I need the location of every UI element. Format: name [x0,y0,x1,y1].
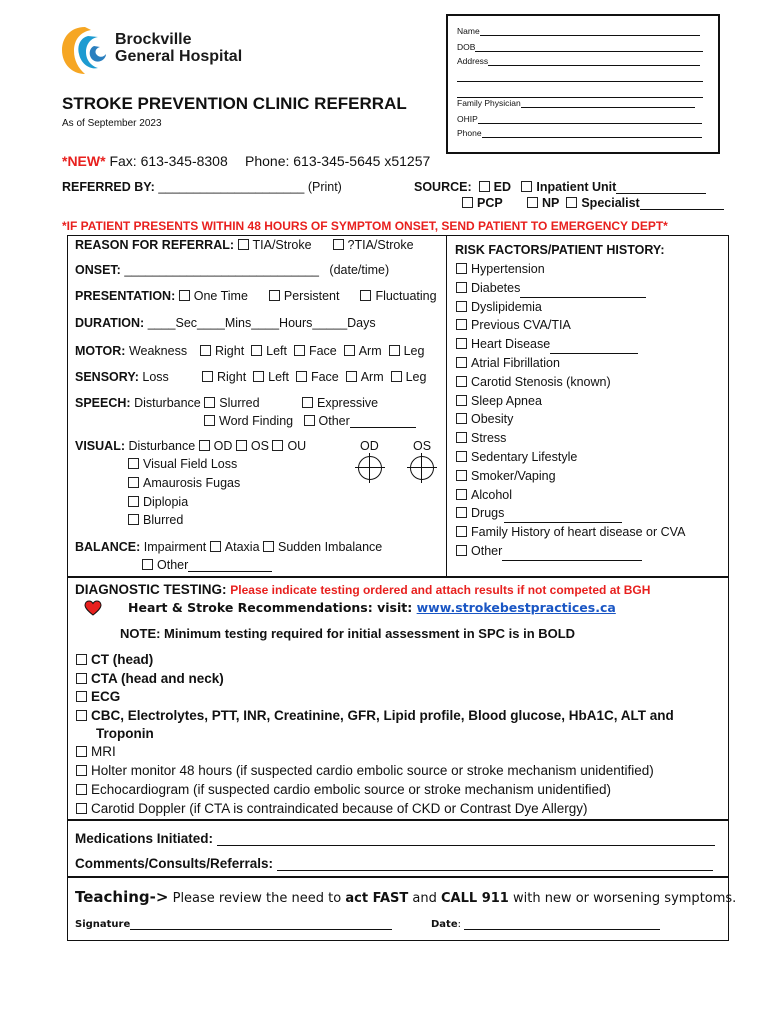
ohip-label: OHIP [457,114,478,124]
blurred-item: Blurred [128,513,183,527]
comments-row: Comments/Consults/Referrals: [75,856,713,871]
amaurosis-item: Amaurosis Fugas [128,476,240,490]
referred-by-field[interactable]: _____________________ [158,180,305,194]
family-physician-label: Family Physician [457,98,521,108]
heart-icon [84,600,102,616]
test-ct-head-checkbox[interactable] [76,654,87,665]
address-field[interactable] [488,54,700,66]
os-visual-field-diagram[interactable] [410,456,434,480]
signature-field[interactable] [130,918,392,930]
risk-hypertension-checkbox[interactable] [456,263,467,274]
speech-expressive-checkbox[interactable] [302,397,313,408]
test-cta-checkbox[interactable] [76,673,87,684]
speech-slurred-checkbox[interactable] [204,397,215,408]
medications-row: Medications Initiated: [75,831,715,846]
emergency-warning: *IF PATIENT PRESENTS WITHIN 48 HOURS OF SYMPTOM ONSET, SEND PATIENT TO EMERGENCY DEPT* [62,219,668,233]
reason-tia-stroke-checkbox[interactable] [238,239,249,250]
motor-arm-checkbox[interactable] [344,345,355,356]
risk-item: Sleep Apnea [456,392,685,411]
test-item: ECG [76,688,674,707]
sensory-right-checkbox[interactable] [202,371,213,382]
hospital-logo [58,24,112,78]
specialist-field[interactable] [640,198,724,210]
risk-sedentary-checkbox[interactable] [456,451,467,462]
balance-other: Other [142,558,272,572]
sensory-sides: Right Left Face Arm Leg [202,370,426,384]
diplopia-item: Diplopia [128,495,188,509]
minimum-testing-note: NOTE: Minimum testing required for initial assessment in SPC is in BOLD [120,626,576,641]
visual-row: VISUAL: Disturbance OD OS OU [75,439,307,453]
risk-item: Previous CVA/TIA [456,316,685,335]
test-item: MRI [76,742,654,761]
balance-sudden-checkbox[interactable] [263,541,274,552]
dob-field[interactable] [475,40,703,52]
speech-other-field[interactable] [350,416,416,428]
heart-stroke-recommendations: Heart & Stroke Recommendations: visit: www.strokebestpractices.ca [128,600,616,615]
sensory-leg-checkbox[interactable] [391,371,402,382]
risk-stress-checkbox[interactable] [456,432,467,443]
risk-heart-disease-checkbox[interactable] [456,338,467,349]
speech-expressive: Expressive [302,396,378,410]
visual-field-loss-checkbox[interactable] [128,458,139,469]
presentation-row: PRESENTATION: One Time Persistent Fluctuating [75,289,437,303]
address-label: Address [457,56,489,66]
diplopia-checkbox[interactable] [128,496,139,507]
test-mri-checkbox[interactable] [76,746,87,757]
motor-right-checkbox[interactable] [200,345,211,356]
visual-field-loss-item: Visual Field Loss [128,457,237,471]
comments-field[interactable] [277,857,713,871]
sensory-face-checkbox[interactable] [296,371,307,382]
risk-smoker-checkbox[interactable] [456,470,467,481]
test-ecg-checkbox[interactable] [76,691,87,702]
contact-line [62,153,228,169]
name-field[interactable] [480,24,700,36]
motor-leg-checkbox[interactable] [389,345,400,356]
risk-item: Atrial Fibrillation [456,354,685,373]
duration-field[interactable]: ____Sec____Mins____Hours_____Days [147,316,376,330]
name-label: Name [457,26,480,36]
source-line-1: SOURCE: ED Inpatient Unit [414,180,706,194]
test-item: CBC, Electrolytes, PTT, INR, Creatinine, GFR, Lipid profile, Blood glucose, HbA1C, ALT and [76,707,674,726]
phone-field[interactable] [482,126,702,138]
risk-factors-title: RISK FACTORS/PATIENT HISTORY: [455,243,665,257]
sensory-arm-checkbox[interactable] [346,371,357,382]
family-physician-field[interactable] [521,96,695,108]
test-item: Carotid Doppler (if CTA is contraindicated because of CKD or Contrast Dye Allergy) [76,799,654,818]
risk-item: Dyslipidemia [456,298,685,317]
risk-dyslipidemia-checkbox[interactable] [456,301,467,312]
signature-row: Signature [75,918,392,930]
risk-item: Stress [456,429,685,448]
risk-item: Family History of heart disease or CVA [456,523,685,542]
risk-drugs-field[interactable] [504,511,622,523]
sensory-left-checkbox[interactable] [253,371,264,382]
risk-diabetes-field[interactable] [520,286,646,298]
risk-item: Carotid Stenosis (known) [456,373,685,392]
duration-row: DURATION: ____Sec____Mins____Hours_____Days [75,316,376,330]
risk-drugs-checkbox[interactable] [456,507,467,518]
presentation-fluctuating-checkbox[interactable] [360,290,371,301]
teaching-row: Teaching-> Please review the need to act FAST and CALL 911 with new or worsening symptoms. [75,888,737,906]
test-item: CTA (head and neck) [76,670,674,689]
od-visual-field-diagram[interactable] [358,456,382,480]
referred-by: REFERRED BY: _____________________ (Print) [62,180,342,194]
risk-other-checkbox[interactable] [456,545,467,556]
motor-sides: Right Left Face Arm Leg [200,344,424,358]
blurred-checkbox[interactable] [128,514,139,525]
risk-family-history-checkbox[interactable] [456,526,467,537]
source-pcp-checkbox[interactable] [462,197,473,208]
reason-query-tia-checkbox[interactable] [333,239,344,250]
onset-row: ONSET: ____________________________ (date/time) [75,263,390,277]
sensory-row: SENSORY: Loss [75,370,169,384]
phone-number: Phone: 613-345-5645 x51257 [245,153,431,169]
risk-item: Other [456,542,685,561]
os-label: OS [413,439,432,453]
test-item: Holter monitor 48 hours (if suspected cardio embolic source or stroke mechanism unidentified) [76,761,654,780]
risk-afib-checkbox[interactable] [456,357,467,368]
speech-row-2: Word Finding Other [204,414,416,428]
test-echo-checkbox[interactable] [76,784,87,795]
address-line-2[interactable] [457,70,703,82]
fax-number: Fax: 613-345-8308 [109,153,228,169]
risk-obesity-checkbox[interactable] [456,413,467,424]
other-tests-list [76,742,654,818]
source-ed-checkbox[interactable] [479,181,490,192]
test-carotid-doppler-checkbox[interactable] [76,803,87,814]
balance-other-checkbox[interactable] [142,559,153,570]
motor-face-checkbox[interactable] [294,345,305,356]
motor-left-checkbox[interactable] [251,345,262,356]
bold-tests-list [76,651,674,744]
new-tag: *NEW* [62,153,106,169]
visual-ou-checkbox[interactable] [272,440,283,451]
od-label: OD [360,439,379,453]
risk-item: Sedentary Lifestyle [456,448,685,467]
risk-previous-cva-checkbox[interactable] [456,319,467,330]
presentation-persistent-checkbox[interactable] [269,290,280,301]
balance-ataxia-checkbox[interactable] [210,541,221,552]
risk-item: Alcohol [456,486,685,505]
risk-factors-list [456,260,685,561]
balance-other-field[interactable] [188,560,272,572]
risk-heart-disease-field[interactable] [550,342,638,354]
inpatient-unit-field[interactable] [616,182,706,194]
test-item: Echocardiogram (if suspected cardio embolic source or stroke mechanism unidentified) [76,780,654,799]
risk-other-field[interactable] [502,549,642,561]
risk-item: Obesity [456,410,685,429]
risk-item: Drugs [456,504,685,523]
test-holter-checkbox[interactable] [76,765,87,776]
reason-row: REASON FOR REFERRAL: TIA/Stroke ?TIA/Stroke [75,238,414,252]
speech-word-finding-checkbox[interactable] [204,415,215,426]
strokebestpractices-link[interactable]: www.strokebestpractices.ca [416,600,616,615]
visual-os-checkbox[interactable] [236,440,247,451]
source-inpatient-checkbox[interactable] [521,181,532,192]
visual-od-checkbox[interactable] [199,440,210,451]
phone-label: Phone [457,128,482,138]
diagnostic-header: DIAGNOSTIC TESTING: Please indicate testing ordered and attach results if not competed at BGH [75,582,651,597]
risk-carotid-checkbox[interactable] [456,376,467,387]
ohip-field[interactable] [478,112,702,124]
risk-item: Heart Disease [456,335,685,354]
date-field[interactable] [464,918,660,930]
risk-sleep-apnea-checkbox[interactable] [456,395,467,406]
date-row: Date: [431,918,660,930]
test-item-continuation: Troponin [96,726,154,742]
balance-row: BALANCE: Impairment Ataxia Sudden Imbalance [75,540,383,554]
risk-item: Diabetes [456,279,685,298]
test-bloodwork-checkbox[interactable] [76,710,87,721]
source-line-2: PCP NP Specialist [462,196,724,210]
presentation-one-time-checkbox[interactable] [179,290,190,301]
dob-label: DOB [457,42,476,52]
patient-info-box [446,14,720,154]
teaching-section [67,876,729,941]
risk-alcohol-checkbox[interactable] [456,489,467,500]
as-of-date: As of September 2023 [62,118,162,129]
risk-diabetes-checkbox[interactable] [456,282,467,293]
speech-other-checkbox[interactable] [304,415,315,426]
test-item: CT (head) [76,651,674,670]
table-divider [446,235,447,576]
amaurosis-checkbox[interactable] [128,477,139,488]
onset-field[interactable]: ____________________________ [124,263,319,277]
medications-field[interactable] [217,832,715,846]
form-title: STROKE PREVENTION CLINIC REFERRAL [62,94,407,113]
hospital-name: Brockville General Hospital [115,31,243,65]
risk-item: Hypertension [456,260,685,279]
risk-item: Smoker/Vaping [456,467,685,486]
source-specialist-checkbox[interactable] [566,197,577,208]
motor-row: MOTOR: Weakness [75,344,188,358]
source-np-checkbox[interactable] [527,197,538,208]
speech-row: SPEECH: Disturbance Slurred [75,396,260,410]
